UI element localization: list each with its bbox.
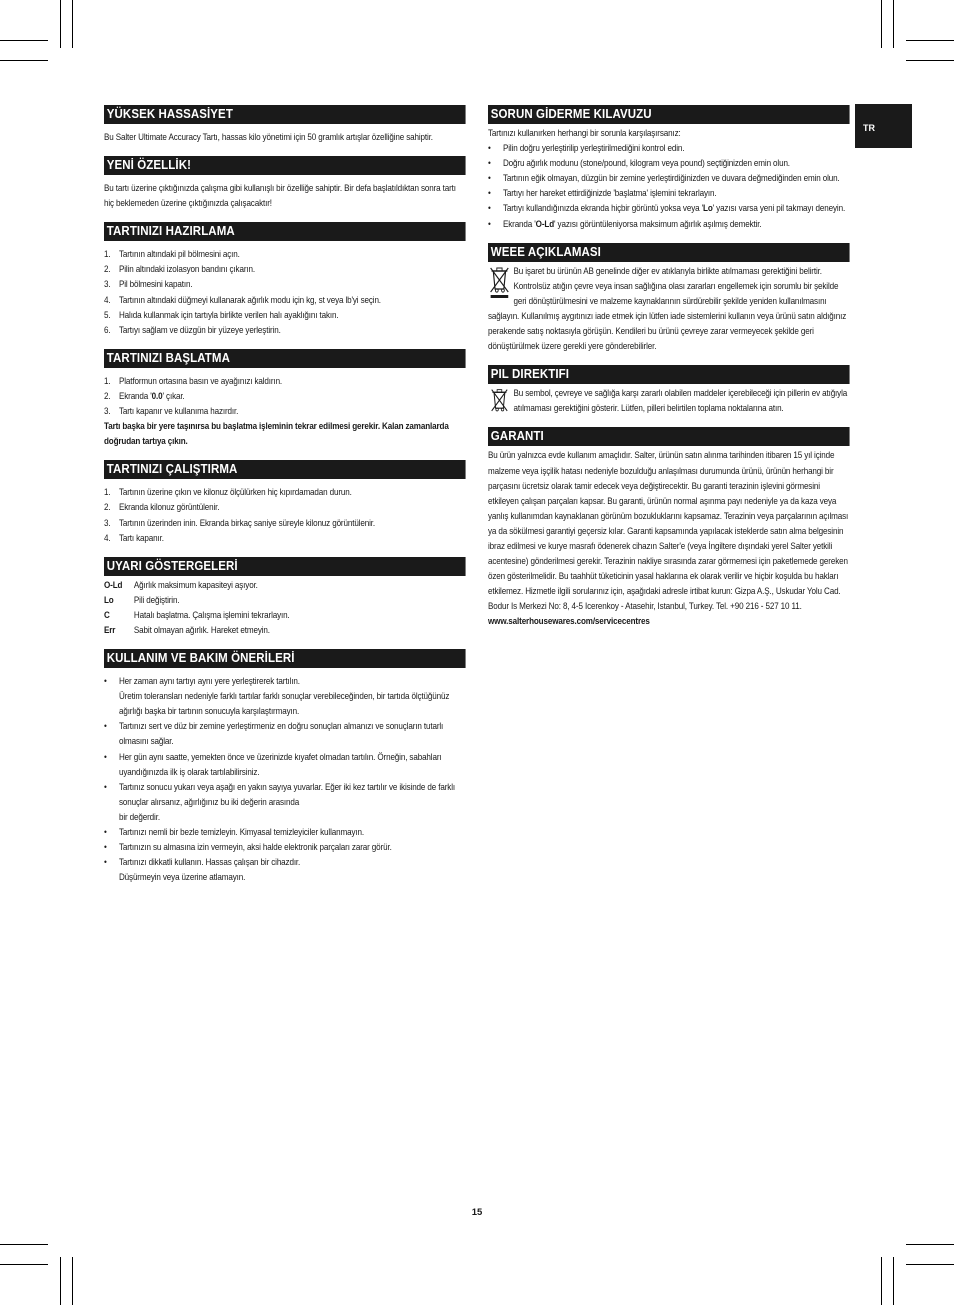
section-kullanim [104, 649, 466, 885]
section-intro: Tartınızı kullanırken herhangi bir sorunla karşılaşırsanız: [488, 128, 681, 138]
list-item: • Tartınızı dikkatli kullanın. Hassas çalışan bir cihazdır. Düşürmeyin veya üzerine atlamayın. [104, 857, 301, 883]
section-calistirma [104, 460, 466, 545]
section-heading: TARTINIZI BAŞLATMA [104, 349, 466, 368]
list-item: • Tartınızı nemli bir bezle temizleyin. Kimyasal temizleyiciler kullanmayın. [104, 827, 364, 837]
section-yuksek-hassasiyet [104, 105, 466, 145]
section-text: Bu işaret bu ürünün AB genelinde diğer ev atıklarıyla birlikte atılmaması gerektiğini belirtir. Kontrolsüz atığın çevre veya insan sağlığına olası zararları engellemek için sorumlu bir şekilde geri dönüştürülmesini ve malzeme kaynaklarının sürdürebilir şekilde yeniden kullanılmasını sağlayın. Kullanılmış aygıtınızı iade etmek için lütfen iade sistemlerini kullanın veya ürünü satın aldığınız perakende satış noktasıyla görüşün. Kendileri bu ürünü çevreye zarar vermeyecek şekilde geri dönüştürülmek üzere gerekli yere gönderebilirler. [488, 265, 847, 352]
crop-mark [906, 1244, 954, 1245]
list-item: • Tartınız sonucu yukarı veya aşağı en yakın sayıya yuvarlar. Eğer iki kez tartılır ve ikisinde de farklı sonuçlar alırsanız, ağırlığınız bu iki değerin arasında bir değerdir. [104, 781, 455, 822]
list-item: 1. Tartının üzerine çıkın ve kilonuz ölçülürken hiç kıpırdamadan durun. [104, 487, 352, 498]
section-garanti [488, 427, 850, 629]
list-item: 3. Tartı kapanır ve kullanıma hazırdır. [104, 406, 239, 417]
numbered-list [104, 247, 466, 338]
crop-mark [60, 0, 61, 48]
language-tab [855, 104, 912, 148]
warning-row: Lo Pili değiştirin. [104, 594, 180, 605]
warning-row: C Hatalı başlatma. Çalışma işlemini tekrarlayın. [104, 609, 290, 620]
section-heading: TARTINIZI ÇALIŞTIRMA [104, 460, 466, 479]
list-item: 3. Tartının üzerinden inin. Ekranda birkaç saniye süreyle kilonuz görüntülenir. [104, 517, 375, 528]
list-item: 1. Platformun ortasına basın ve ayağınızı kaldırın. [104, 375, 283, 386]
section-heading: TARTINIZI HAZIRLAMA [104, 222, 466, 241]
list-item: • Doğru ağırlık modunu (stone/pound, kilogram veya pound) seçtiğinizden emin olun. [488, 158, 790, 169]
section-heading: YENİ ÖZELLİK! [104, 156, 466, 175]
list-item: • Pilin doğru yerleştirilip yerleştirilmediğini kontrol edin. [488, 143, 685, 154]
crop-mark [0, 60, 48, 61]
warning-row: O-Ld Ağırlık maksimum kapasiteyi aşıyor. [104, 579, 258, 590]
numbered-list [104, 374, 466, 419]
section-text: Bu ürün yalnızca evde kullanım amaçlıdır. Salter, ürünün satın alınma tarihinden itibaren 15 yıl içinde malzeme veya işçilik hatası nedeniyle bozulduğu anlaşılması durumunda ürünü, ürünün herhangi bir parçasını ücretsiz olarak tamir edecek veya değiştirecektir. Bu garanti terazinin işlevini görmesini etkileyen çalışan parçaları kapsar. Bu garanti, ürünün normal aşınma payı nedeniyle ya da kaza veya yanlış kullanımdan kaynaklanan görünüm bozukluklarını kapsamaz. Terazinin veya parçalarının açılması ya da sökülmesi garantiyi geçersiz kılar. Garanti kapsamında yapılacak isteklerde satın alma belgesinin ibraz edilmesi ve kurye masrafı ödenerek cihazın Salter'e (veya İngiltere dışındaki yerel Salter yetkili acentesine) gönderilmesi gerekir. Terazinin nakliye sırasında zarar görmemesi için paketlemede gereken özen gösterilmelidir. Bu taahhüt tüketicinin yasal haklarına ek olarak verilir ve hiçbir koşulda bu hakları etkilemez. Hizmetle ilgili sorularınız için, aşağıdaki adresle irtibat kurun: Gizpa A.Ş., Uskudar Yolu Cad. Bodur Is Merkezi No: 8, 4-5 Icerenkoy - Atasehir, Istanbul, Turkey. Tel. +90 216 - 527 10 11. [488, 450, 849, 612]
crop-mark [906, 60, 954, 61]
section-heading: YÜKSEK HASSASİYET [104, 105, 466, 124]
list-item: • Her zaman aynı tartıyı aynı yere yerleştirerek tartılın. Üretim toleransları nedeniyle farklı tartılar farklı sonuçlar verebileceğinden, bir tartıda ölçtüğünüz ağırlığı başka bir tartının sonucuyla karşılaştırmayın. [104, 676, 450, 717]
service-url[interactable]: www.salterhousewares.com/servicecentres [488, 616, 650, 627]
crop-mark [60, 1257, 61, 1305]
section-sorun-giderme [488, 105, 850, 232]
list-item: 2. Ekranda '0.0' çıkar. [104, 390, 185, 401]
list-item: • Tartınızın su almasına izin vermeyin, aksi halde elektronik parçaları zarar görür. [104, 842, 392, 853]
section-heading: KULLANIM VE BAKIM ÖNERİLERİ [104, 649, 466, 668]
section-heading: UYARI GÖSTERGELERİ [104, 557, 466, 576]
right-column [488, 105, 850, 641]
page-number: 15 [471, 1207, 483, 1218]
numbered-list [104, 485, 466, 545]
crop-mark [72, 0, 73, 48]
warning-row: Err Sabit olmayan ağırlık. Hareket etmeyin. [104, 624, 270, 635]
section-baslatma [104, 349, 466, 449]
list-item: 2. Ekranda kilonuz görüntülenir. [104, 502, 220, 513]
crop-mark [906, 1264, 954, 1265]
bold-note: Tartı başka bir yere taşınırsa bu başlatma işleminin tekrar edilmesi gerekir. Kalan zamanlarda doğrudan tartıya çıkın. [104, 421, 449, 447]
crop-mark [881, 1257, 882, 1305]
section-text: Bu sembol, çevreye ve sağlığa karşı zararlı olabilen maddeler içerebileceği için pillerin ev atığıyla atılmaması gerektiğini gösterir. Lütfen, pilleri belirtilen toplama noktalarına atın. [513, 388, 848, 414]
list-item: • Tartıyı her hareket ettirdiğinizde 'başlatma' işlemini tekrarlayın. [488, 188, 717, 199]
list-item: • Her gün aynı saatte, yemekten önce ve üzerinizde kıyafet olmadan tartılın. Örneğin, sabahları uyandığınızda ilk iş olarak tartılabilirsiniz. [104, 751, 442, 777]
section-heading: PIL DIREKTIFI [488, 365, 850, 384]
crop-mark [906, 40, 954, 41]
list-item: 4. Tartının altındaki düğmeyi kullanarak ağırlık modu için kg, st veya lb'yi seçin. [104, 294, 381, 305]
section-text: Bu Salter Ultimate Accuracy Tartı, hassas kilo yönetimi için 50 gramlık artışlar özelliğine sahiptir. [104, 132, 433, 142]
bullet-list [488, 141, 850, 232]
crop-mark [0, 40, 48, 41]
bullet-list [104, 674, 466, 885]
list-item: 3. Pil bölmesini kapatın. [104, 279, 193, 290]
crop-mark [0, 1244, 48, 1245]
crop-mark [893, 1257, 894, 1305]
list-item: • Tartınızı sert ve düz bir zemine yerleştirmeniz en doğru sonuçları almanızı ve sonuçların tutarlı olmasını sağlar. [104, 721, 444, 747]
crop-mark [72, 1257, 73, 1305]
list-item: 6. Tartıyı sağlam ve düzgün bir yüzeye yerleştirin. [104, 324, 281, 335]
section-pil-direktifi [488, 365, 850, 416]
section-heading: SORUN GİDERME KILAVUZU [488, 105, 850, 124]
crop-mark [0, 1264, 48, 1265]
crossed-bin-icon [488, 265, 511, 299]
section-heading: WEEE AÇIKLAMASI [488, 243, 850, 262]
list-item: 1. Tartının altındaki pil bölmesini açın. [104, 249, 240, 260]
crop-mark [893, 0, 894, 48]
list-item: 5. Halıda kullanmak için tartıyla birlikte verilen halı ayaklığını takın. [104, 309, 339, 320]
section-yeni-ozellik [104, 156, 466, 211]
section-hazirlama [104, 222, 466, 338]
list-item: 4. Tartı kapanır. [104, 532, 164, 543]
list-item: • Tartıyı kullandığınızda ekranda hiçbir görüntü yoksa veya 'Lo' yazısı varsa yeni pil takmayı deneyin. [488, 203, 846, 214]
list-item: • Tartının eğik olmayan, düzgün bir zemine yerleştirdiğinizden ve duvara değmediğinden emin olun. [488, 173, 840, 184]
section-heading: GARANTI [488, 427, 850, 446]
language-tab-label: TR [863, 123, 875, 133]
list-item: 2. Pilin altındaki izolasyon bandını çıkarın. [104, 264, 255, 275]
list-item: • Ekranda 'O-Ld' yazısı görüntüleniyorsa maksimum ağırlık aşılmış demektir. [488, 218, 762, 229]
crop-mark [881, 0, 882, 48]
left-column [104, 105, 466, 896]
section-weee [488, 243, 850, 355]
crossed-bin-icon [488, 387, 511, 417]
section-text: Bu tartı üzerine çıktığınızda çalışma gibi kullanışlı bir özelliğe sahiptir. Bir defa başlatıldıktan sonra tartı hiç beklemeden üzerine çıktığınızda çalışacaktır! [104, 183, 456, 209]
section-uyari [104, 557, 466, 638]
